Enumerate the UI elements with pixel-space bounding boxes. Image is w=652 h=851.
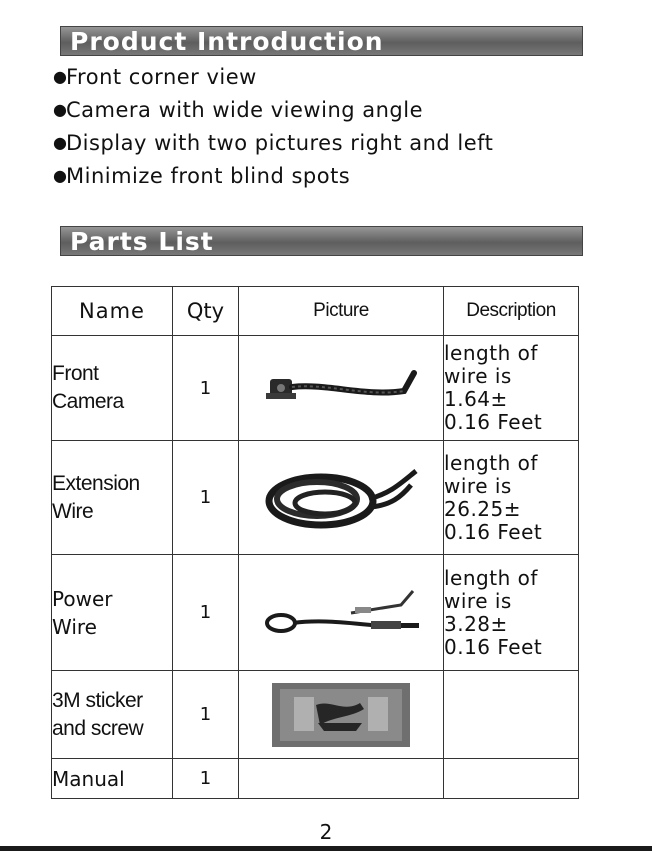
table-row (52, 555, 579, 671)
section-title: Parts List (70, 227, 214, 256)
intro-bullet-list (53, 60, 493, 192)
part-qty: 1 (173, 441, 239, 555)
sticker-and-screw-image (239, 671, 444, 759)
header-description: Description (444, 287, 579, 336)
list-item: ●Front corner view (53, 60, 493, 93)
list-item: ●Display with two pictures right and left (53, 126, 493, 159)
bullet-icon: ● (53, 166, 68, 185)
table-row (52, 441, 579, 555)
table-row (52, 336, 579, 441)
bullet-icon: ● (53, 100, 68, 119)
list-item: ●Camera with wide viewing angle (53, 93, 493, 126)
bottom-divider (0, 846, 652, 851)
table-row (52, 671, 579, 759)
front-camera-image (239, 336, 444, 441)
section-bar-product-introduction (60, 26, 583, 56)
parts-table (51, 286, 579, 799)
part-description: length of wire is 3.28± 0.16 Feet (444, 555, 579, 671)
power-wire-image (239, 555, 444, 671)
part-name: Extension Wire (52, 441, 173, 555)
section-title: Product Introduction (70, 27, 384, 56)
part-picture (239, 759, 444, 799)
table-row (52, 759, 579, 799)
header-picture: Picture (239, 287, 444, 336)
part-name: Manual (52, 759, 173, 799)
page-number: 2 (319, 820, 333, 844)
table-header-row (52, 287, 579, 336)
part-qty: 1 (173, 336, 239, 441)
part-name: Front Camera (52, 336, 173, 441)
bullet-icon: ● (53, 67, 68, 86)
part-description: length of wire is 1.64± 0.16 Feet (444, 336, 579, 441)
header-qty: Qty (173, 287, 239, 336)
part-qty: 1 (173, 759, 239, 799)
part-name: 3M sticker and screw (52, 671, 173, 759)
part-name: Power Wire (52, 555, 173, 671)
header-name: Name (52, 287, 173, 336)
part-description (444, 759, 579, 799)
extension-wire-image (239, 441, 444, 555)
bullet-icon: ● (53, 133, 68, 152)
part-description (444, 671, 579, 759)
section-bar-parts-list (60, 226, 583, 256)
part-qty: 1 (173, 555, 239, 671)
part-qty: 1 (173, 671, 239, 759)
part-description: length of wire is 26.25± 0.16 Feet (444, 441, 579, 555)
list-item: ●Minimize front blind spots (53, 159, 493, 192)
